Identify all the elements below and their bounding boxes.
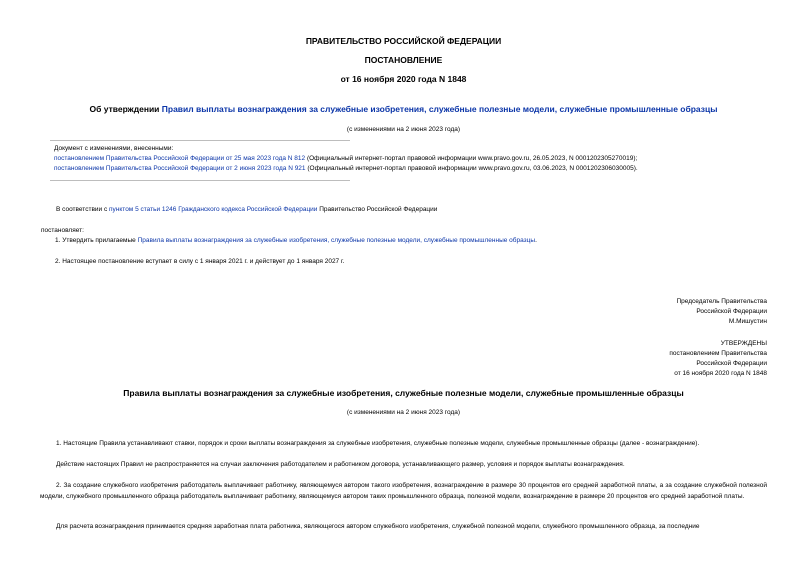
approved-line: от 16 ноября 2020 года N 1848 [674, 370, 767, 377]
rules-title: Правила выплаты вознаграждения за служебные изобретения, служебные полезные модели, служебные промышленные образцы [123, 388, 684, 398]
title-rules-link[interactable]: Правил выплаты вознаграждения за служебные изобретения, служебные полезные модели, служебные промышленные образцы [161, 104, 718, 114]
title-prefix: Об утверждении [89, 104, 162, 114]
rules-paragraph-1: 1. Настоящие Правила устанавливают ставки, порядок и сроки выплаты вознаграждения за служебные изобретения, служебные полезные модели, служебные промышленные образцы (далее - вознаграждение). [56, 440, 700, 447]
amendment-item [54, 164, 638, 174]
signature-line: Российской Федерации [696, 308, 767, 315]
amendment-source-text: (Официальный интернет-портал правовой информации www.pravo.gov.ru, 03.06.2023, N 0001202306030005). [305, 165, 638, 172]
approved-line: постановлением Правительства [669, 350, 767, 357]
signature-name: М.Мишустин [728, 318, 767, 325]
signature-block [567, 297, 767, 327]
amendment-link-921[interactable]: постановлением Правительства Российской Федерации от 2 июня 2023 года N 921 [54, 165, 306, 172]
approved-line: Российской Федерации [696, 360, 767, 367]
approved-block [567, 339, 767, 379]
amendment-source-text: (Официальный интернет-портал правовой информации www.pravo.gov.ru, 26.05.2023, N 0001202305270019); [305, 155, 638, 162]
government-heading: ПРАВИТЕЛЬСТВО РОССИЙСКОЙ ФЕДЕРАЦИИ [305, 36, 502, 46]
signature-line: Председатель Правительства [676, 298, 767, 305]
amendments-intro: Документ с изменениями, внесенными: [54, 145, 174, 152]
document-type-heading: ПОСТАНОВЛЕНИЕ [364, 55, 443, 65]
rules-changes-note: (с изменениями на 2 июня 2023 года) [346, 409, 461, 416]
point-1-before: 1. Утвердить прилагаемые [55, 237, 138, 244]
preamble-after: Правительство Российской Федерации [317, 206, 438, 213]
amendment-link-812[interactable]: постановлением Правительства Российской Федерации от 25 мая 2023 года N 812 [54, 155, 306, 162]
title-changes-note: (с изменениями на 2 июня 2023 года) [346, 126, 461, 133]
document-title [0, 104, 807, 114]
document-date-number: от 16 ноября 2020 года N 1848 [340, 74, 467, 84]
preamble-resolves: постановляет: [41, 227, 84, 234]
amendment-item [54, 154, 637, 164]
amendments-bottom-divider [50, 180, 350, 181]
rules-paragraph-2: Действие настоящих Правил не распространяется на случаи заключения работодателем и работником договора, устанавливающего размер, условия и порядок выплаты вознаграждения. [56, 461, 625, 468]
point-1-rules-link[interactable]: Правила выплаты вознаграждения за служебные изобретения, служебные полезные модели, служебные промышленные образцы [137, 237, 536, 244]
approved-line: УТВЕРЖДЕНЫ [720, 340, 767, 347]
point-1-after: . [535, 237, 537, 244]
rules-paragraph-4: Для расчета вознаграждения принимается средняя заработная плата работника, являющегося автором служебного изобретения, служебной полезной модели, служебного промышленного образца, за последние [56, 523, 700, 530]
amendments-top-divider [50, 140, 350, 141]
rules-paragraph-3: 2. За создание служебного изобретения работодатель выплачивает работнику, являющемуся автором такого изобретения, вознаграждение в размере 30 процентов его средней заработной платы, а за создание служебной полезной модели, служебного промышленного образца работодатель выплачивает работнику, являющемуся автором таких промышленного образца, полезной модели, вознаграждение в размере 20 процентов его средней заработной платы. [40, 482, 767, 500]
civil-code-link[interactable]: пунктом 5 статьи 1246 Гражданского кодекса Российской Федерации [109, 206, 318, 213]
preamble-before: В соответствии с [56, 206, 110, 213]
preamble [56, 205, 437, 215]
point-1 [55, 236, 537, 246]
point-2: 2. Настоящее постановление вступает в силу с 1 января 2021 г. и действует до 1 января 2027 г. [55, 258, 345, 265]
